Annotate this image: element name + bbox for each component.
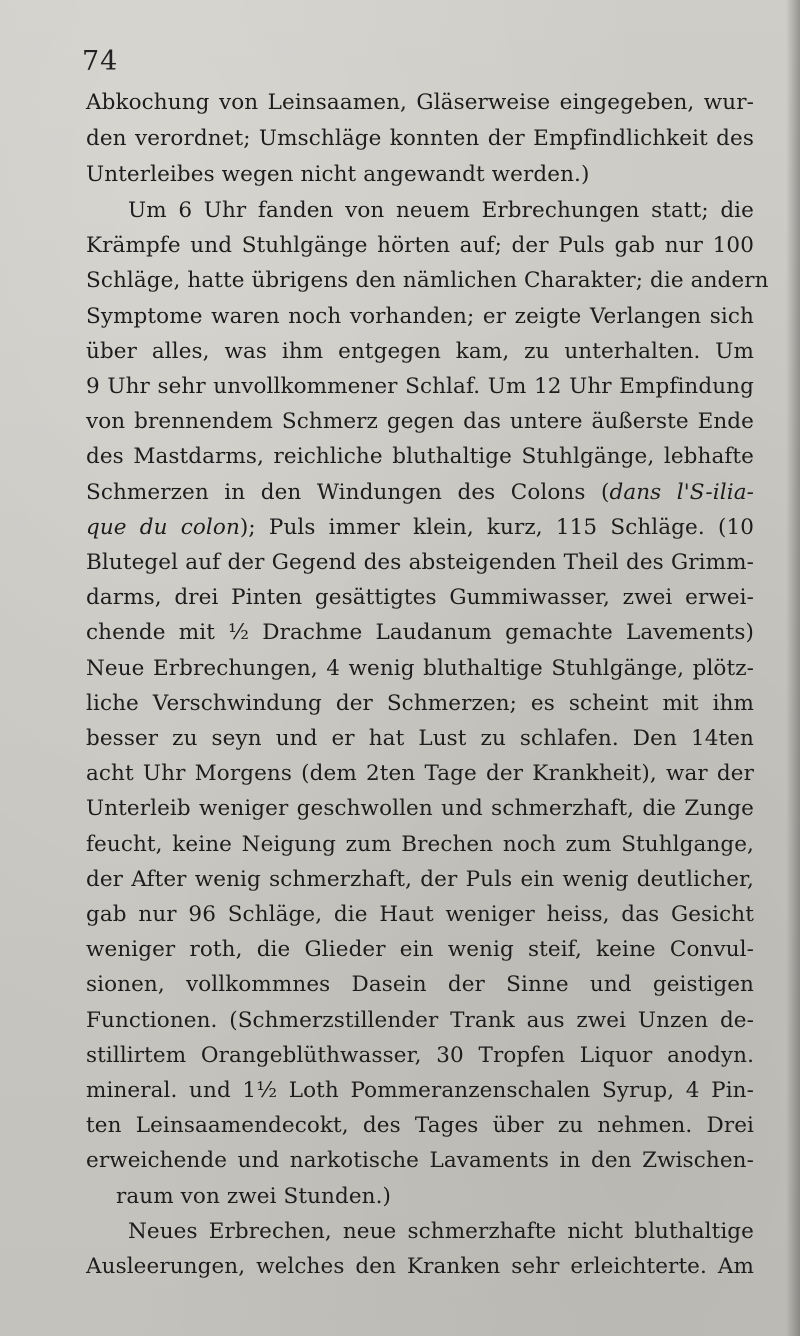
text-line-23: der After wenig schmerzhaft, der Puls ein wenig deutlicher,	[86, 867, 754, 892]
page-number: 74	[82, 46, 119, 77]
text-line-32: raum von zwei Stunden.)	[116, 1184, 392, 1209]
text-line-33: Neues Erbrechen, neue schmerzhafte nicht bluthaltige	[128, 1219, 754, 1244]
text-line-8: über alles, was ihm entgegen kam, zu unterhalten. Um	[86, 339, 754, 364]
text-line-12-part-1: Schmerzen in den Windungen des Colons (	[86, 480, 610, 505]
text-line-28: stillirtem Orangeblüthwasser, 30 Tropfen Liquor anodyn.	[86, 1043, 754, 1068]
text-line-24: gab nur 96 Schläge, die Haut weniger heiss, das Gesicht	[86, 902, 754, 927]
text-line-19: besser zu seyn und er hat Lust zu schlafen. Den 14ten	[86, 726, 754, 751]
text-line-10: von brennendem Schmerz gegen das untere äußerste Ende	[86, 409, 754, 434]
text-line-27: Functionen. (Schmerzstillender Trank aus zwei Unzen de-	[86, 1008, 754, 1033]
text-line-21: Unterleib weniger geschwollen und schmerzhaft, die Zunge	[86, 796, 754, 821]
text-line-25: weniger roth, die Glieder ein wenig steif, keine Convul-	[86, 937, 754, 962]
text-line-1: Abkochung von Leinsaamen, Gläserweise eingegeben, wur-	[86, 90, 754, 115]
text-line-22: feucht, keine Neigung zum Brechen noch zum Stuhlgange,	[86, 832, 754, 857]
text-line-4: Um 6 Uhr fanden von neuem Erbrechungen statt; die	[128, 198, 754, 223]
text-line-17: Neue Erbrechungen, 4 wenig bluthaltige Stuhlgänge, plötz-	[86, 656, 754, 681]
text-line-30: ten Leinsaamendecokt, des Tages über zu nehmen. Drei	[86, 1113, 754, 1138]
text-line-29: mineral. und 1½ Loth Pommeranzenschalen Syrup, 4 Pin-	[86, 1078, 754, 1103]
text-line-20: acht Uhr Morgens (dem 2ten Tage der Krankheit), war der	[86, 761, 754, 786]
text-line-14: Blutegel auf der Gegend des absteigenden Theil des Grimm-	[86, 550, 754, 575]
text-line-12-italic-part: dans l'S-ilia-	[609, 480, 754, 505]
text-line-31: erweichende und narkotische Lavaments in den Zwischen-	[86, 1148, 754, 1173]
text-line-34: Ausleerungen, welches den Kranken sehr erleichterte. Am	[86, 1254, 754, 1279]
text-line-13	[86, 511, 754, 545]
text-line-6: Schläge, hatte übrigens den nämlichen Charakter; die andern	[86, 268, 769, 293]
text-line-2: den verordnet; Umschläge konnten der Empfindlichkeit des	[86, 126, 754, 151]
text-line-9: 9 Uhr sehr unvollkommener Schlaf. Um 12 Uhr Empfindung	[86, 374, 754, 399]
text-line-12	[86, 476, 754, 510]
text-line-11: des Mastdarms, reichliche bluthaltige Stuhlgänge, lebhafte	[86, 444, 754, 469]
text-line-18: liche Verschwindung der Schmerzen; es scheint mit ihm	[86, 691, 754, 716]
text-line-13-part-2: ); Puls immer klein, kurz, 115 Schläge. (10	[239, 515, 754, 540]
text-line-7: Symptome waren noch vorhanden; er zeigte Verlangen sich	[86, 304, 754, 329]
text-line-26: sionen, vollkommnes Dasein der Sinne und geistigen	[86, 972, 754, 997]
text-line-3: Unterleibes wegen nicht angewandt werden.)	[86, 162, 590, 187]
text-line-16: chende mit ½ Drachme Laudanum gemachte Lavements)	[86, 620, 754, 645]
text-line-13-italic-part: que du colon	[86, 515, 240, 540]
text-line-15: darms, drei Pinten gesättigtes Gummiwasser, zwei erwei-	[86, 585, 754, 610]
text-line-5: Krämpfe und Stuhlgänge hörten auf; der Puls gab nur 100	[86, 233, 754, 258]
